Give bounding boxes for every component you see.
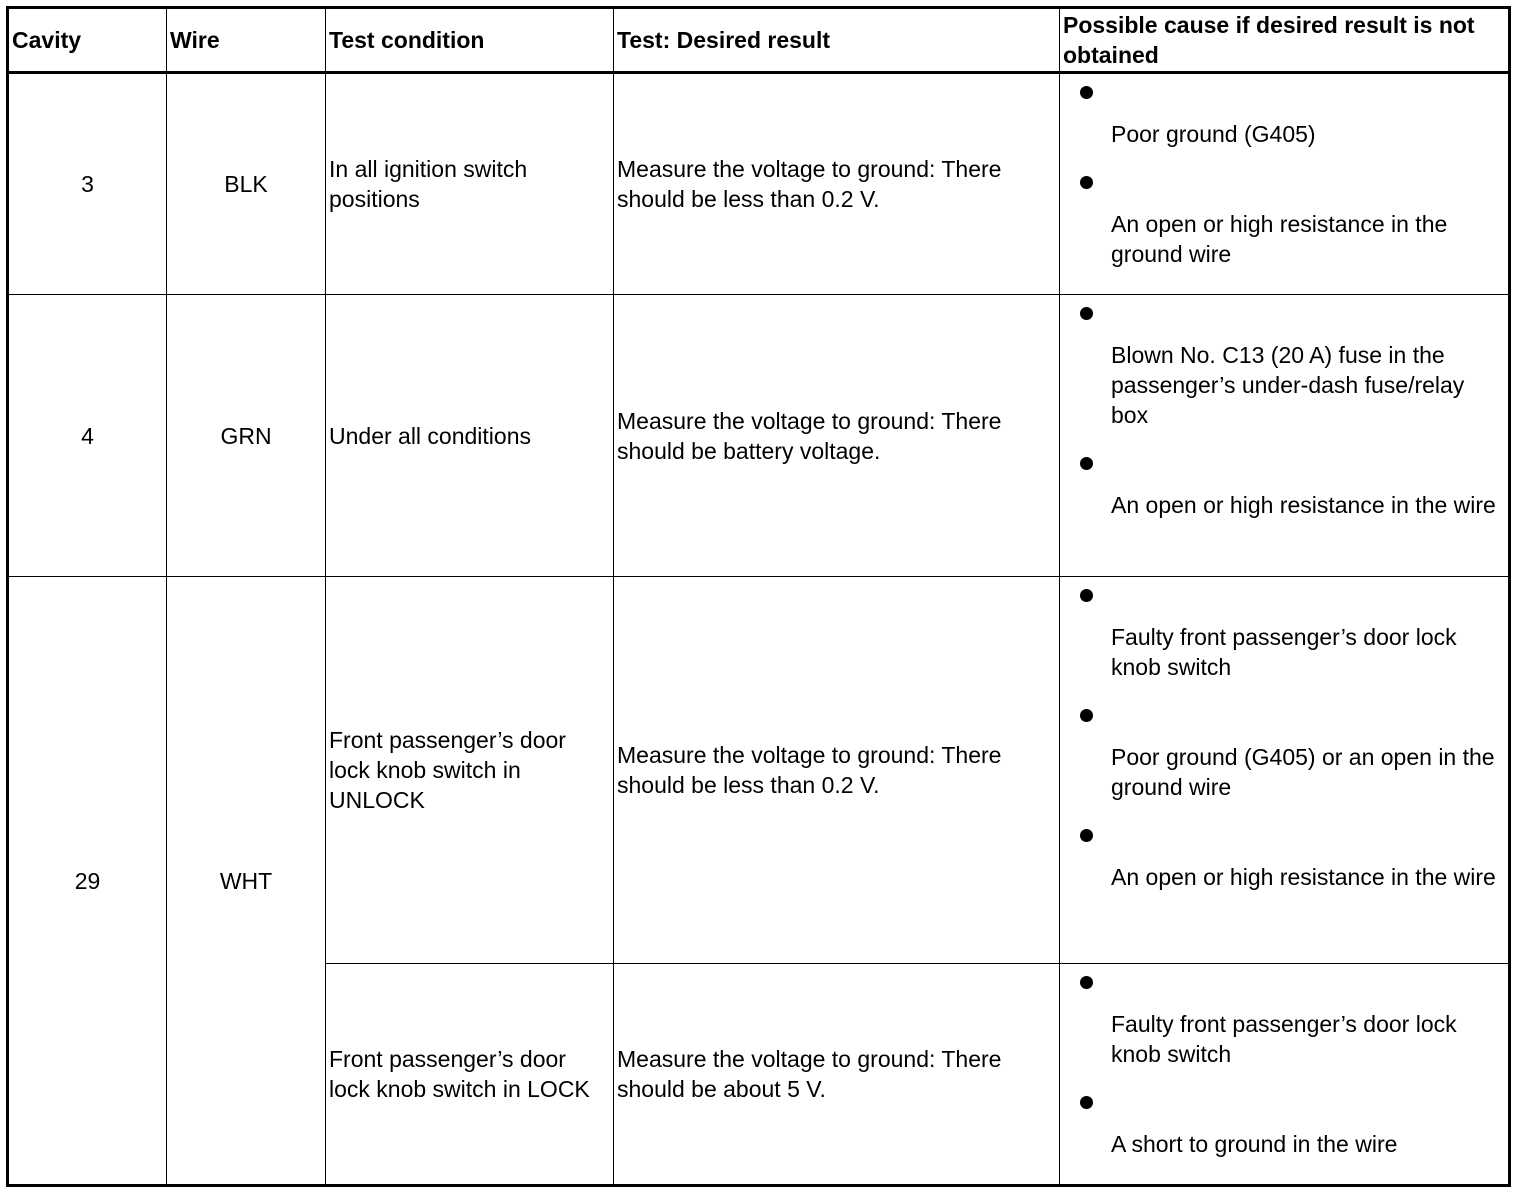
test-condition-cell: Front passenger’s door lock knob switch in UNLOCK: [326, 577, 614, 964]
cause-text: Faulty front passenger’s door lock knob switch: [1111, 624, 1457, 680]
cause-text: Blown No. C13 (20 A) fuse in the passenger’s under-dash fuse/relay box: [1111, 342, 1465, 428]
cause-item: [1060, 1084, 1502, 1159]
possible-cause-cell: [1060, 73, 1510, 295]
desired-result-cell: Measure the voltage to ground: There should be less than 0.2 V.: [614, 73, 1060, 295]
test-condition-cell: Under all conditions: [326, 295, 614, 577]
test-condition-cell: Front passenger’s door lock knob switch in LOCK: [326, 964, 614, 1186]
cause-item: [1060, 577, 1502, 682]
cause-item: [1060, 445, 1502, 520]
bullet-icon: [1080, 457, 1093, 470]
table-row: [8, 295, 1510, 577]
possible-cause-cell: [1060, 295, 1510, 577]
cause-item: [1060, 164, 1502, 269]
wire-cell: GRN: [167, 295, 326, 577]
cause-text: An open or high resistance in the wire: [1111, 492, 1496, 518]
cause-item: [1060, 817, 1502, 892]
cause-list: [1060, 964, 1502, 1159]
test-condition-cell: In all ignition switch positions: [326, 73, 614, 295]
cause-item: [1060, 74, 1502, 149]
header-cavity: Cavity: [8, 8, 167, 73]
cavity-cell: 4: [8, 295, 167, 577]
bullet-icon: [1080, 307, 1093, 320]
bullet-icon: [1080, 86, 1093, 99]
cause-text: Poor ground (G405): [1111, 121, 1316, 147]
cause-list: [1060, 74, 1502, 269]
wire-cell: BLK: [167, 73, 326, 295]
cause-text: Poor ground (G405) or an open in the ground wire: [1111, 744, 1495, 800]
cavity-cell: 29: [8, 577, 167, 1186]
possible-cause-cell: [1060, 577, 1510, 964]
possible-cause-cell: [1060, 964, 1510, 1186]
connector-test-table: [6, 6, 1511, 1187]
desired-result-cell: Measure the voltage to ground: There should be less than 0.2 V.: [614, 577, 1060, 964]
bullet-icon: [1080, 709, 1093, 722]
cause-text: An open or high resistance in the ground wire: [1111, 211, 1448, 267]
desired-result-cell: Measure the voltage to ground: There should be battery voltage.: [614, 295, 1060, 577]
cause-item: [1060, 964, 1502, 1069]
table-row: [8, 73, 1510, 295]
cause-text: An open or high resistance in the wire: [1111, 864, 1496, 890]
cause-item: [1060, 697, 1502, 802]
header-row: [8, 8, 1510, 73]
cause-list: [1060, 577, 1502, 892]
wire-cell: WHT: [167, 577, 326, 1186]
bullet-icon: [1080, 1096, 1093, 1109]
bullet-icon: [1080, 829, 1093, 842]
cause-list: [1060, 295, 1502, 520]
header-wire: Wire: [167, 8, 326, 73]
cause-text: Faulty front passenger’s door lock knob switch: [1111, 1011, 1457, 1067]
bullet-icon: [1080, 176, 1093, 189]
header-possible-cause: Possible cause if desired result is not obtained: [1060, 8, 1510, 73]
bullet-icon: [1080, 589, 1093, 602]
table-row: [8, 577, 1510, 964]
cause-item: [1060, 295, 1502, 430]
cavity-cell: 3: [8, 73, 167, 295]
cause-text: A short to ground in the wire: [1111, 1131, 1398, 1157]
header-desired-result: Test: Desired result: [614, 8, 1060, 73]
desired-result-cell: Measure the voltage to ground: There should be about 5 V.: [614, 964, 1060, 1186]
header-test-condition: Test condition: [326, 8, 614, 73]
bullet-icon: [1080, 976, 1093, 989]
